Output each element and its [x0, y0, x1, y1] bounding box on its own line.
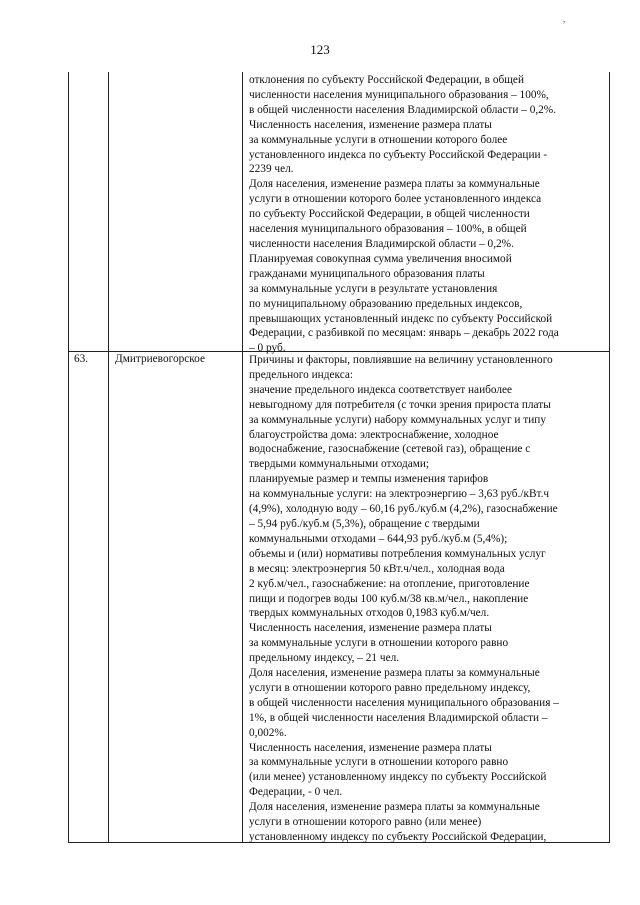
text-line: Планируемая совокупная сумма увеличения вносимой: [249, 252, 512, 265]
text-line: гражданами муниципального образования платы: [249, 267, 485, 280]
page-number: 123: [310, 42, 330, 57]
text-line: услуги в отношении которого равно предельному индексу,: [249, 681, 531, 694]
text-line: в общей численности населения Владимирской области – 0,2%.: [249, 103, 557, 116]
corner-mark: ,: [563, 14, 566, 24]
text-line: за коммунальные услуги в отношении которого равно: [249, 637, 509, 650]
text-line: планируемые размер и темпы изменения тарифов: [249, 473, 489, 486]
text-line: за коммунальные услуги) набору коммунальных услуг и типу: [249, 413, 546, 426]
text-line: в месяц: электроэнергия 50 кВт.ч/чел., холодная вода: [249, 562, 505, 575]
text-line: – 5,94 руб./куб.м (5,3%), обращение с твердыми: [249, 517, 480, 530]
text-line: (4,9%), холодную воду – 60,16 руб./куб.м (4,2%), газоснабжение: [249, 503, 558, 516]
text-line: твердыми коммунальными отходами;: [249, 458, 430, 471]
text-line: за коммунальные услуги в отношении которого равно: [249, 756, 509, 769]
text-line: предельному индексу, – 21 чел.: [249, 652, 400, 665]
text-line: по муниципальному образованию предельных индексов,: [249, 297, 523, 310]
text-line: Федерации, с разбивкой по месяцам: январь – декабрь 2022 года: [249, 327, 559, 340]
text-line: установленного индекса по субъекту Российской Федерации -: [249, 148, 548, 161]
text-line: Доля населения, изменение размера платы за коммунальные: [249, 667, 540, 680]
table-row-text-continued: [249, 73, 607, 356]
text-line: значение предельного индекса соответствует наиболее: [249, 383, 513, 396]
text-line: пищи и подогрев воды 100 куб.м/38 кв.м/чел., накопление: [249, 592, 529, 605]
text-line: невыгодному для потребителя (с точки зрения прироста платы: [249, 398, 551, 411]
text-line: (или менее) установленному индексу по субъекту Российской: [249, 771, 547, 784]
text-line: твердых коммунальных отходов 0,1983 куб.м/чел.: [249, 607, 490, 620]
text-line: 2239 чел.: [249, 163, 294, 176]
text-line: населения муниципального образования – 100%, в общей: [249, 223, 527, 236]
text-line: за коммунальные услуги в результате установления: [249, 282, 498, 295]
text-line: услуги в отношении которого равно (или менее): [249, 816, 482, 829]
text-line: Причины и факторы, повлиявшие на величину установленного: [249, 354, 553, 366]
text-line: объемы и (или) нормативы потребления коммунальных услуг: [249, 547, 546, 560]
text-line: 1%, в общей численности населения Владимирской области –: [249, 711, 548, 724]
column-divider-number: [108, 72, 109, 842]
text-line: коммунальными отходами – 644,93 руб./куб.м (5,4%);: [249, 532, 508, 545]
text-line: численности населения муниципального образования – 100%,: [249, 88, 549, 101]
text-line: в общей численности населения муниципального образования –: [249, 696, 559, 709]
text-line: установленному индексу по субъекту Российской Федерации,: [249, 831, 547, 843]
text-line: на коммунальные услуги: на электроэнергию – 3,63 руб./кВт.ч: [249, 488, 550, 501]
text-line: по субъекту Российской Федерации, в общей численности: [249, 208, 530, 221]
text-line: Численность населения, изменение размера платы: [249, 118, 492, 131]
text-line: Доля населения, изменение размера платы за коммунальные: [249, 178, 540, 191]
text-line: предельного индекса:: [249, 368, 353, 381]
text-line: превышающих установленный индекс по субъекту Российской: [249, 312, 553, 325]
text-line: услуги в отношении которого более установленного индекса: [249, 193, 542, 206]
table-row-text: [249, 353, 607, 845]
text-line: Численность населения, изменение размера платы: [249, 622, 492, 635]
column-divider-name: [242, 72, 243, 842]
document-table: [68, 72, 610, 843]
text-line: за коммунальные услуги в отношении которого более: [249, 133, 508, 146]
text-line: водоснабжение, газоснабжение (сетевой газ), обращение с: [249, 443, 531, 456]
text-line: Федерации, - 0 чел.: [249, 786, 343, 799]
row-number: 63.: [74, 353, 89, 365]
text-line: Численность населения, изменение размера платы: [249, 741, 492, 754]
text-line: 0,002%.: [249, 726, 287, 739]
text-line: Доля населения, изменение размера платы за коммунальные: [249, 801, 540, 814]
text-line: – 0 руб.: [249, 342, 286, 355]
municipality-name: Дмитриевогорское: [115, 353, 205, 365]
text-line: благоустройства дома: электроснабжение, холодное: [249, 428, 499, 441]
text-line: отклонения по субъекту Российской Федерации, в общей: [249, 74, 524, 86]
text-line: численности населения Владимирской области – 0,2%.: [249, 237, 514, 250]
text-line: 2 куб.м/чел., газоснабжение: на отопление, приготовление: [249, 577, 530, 590]
